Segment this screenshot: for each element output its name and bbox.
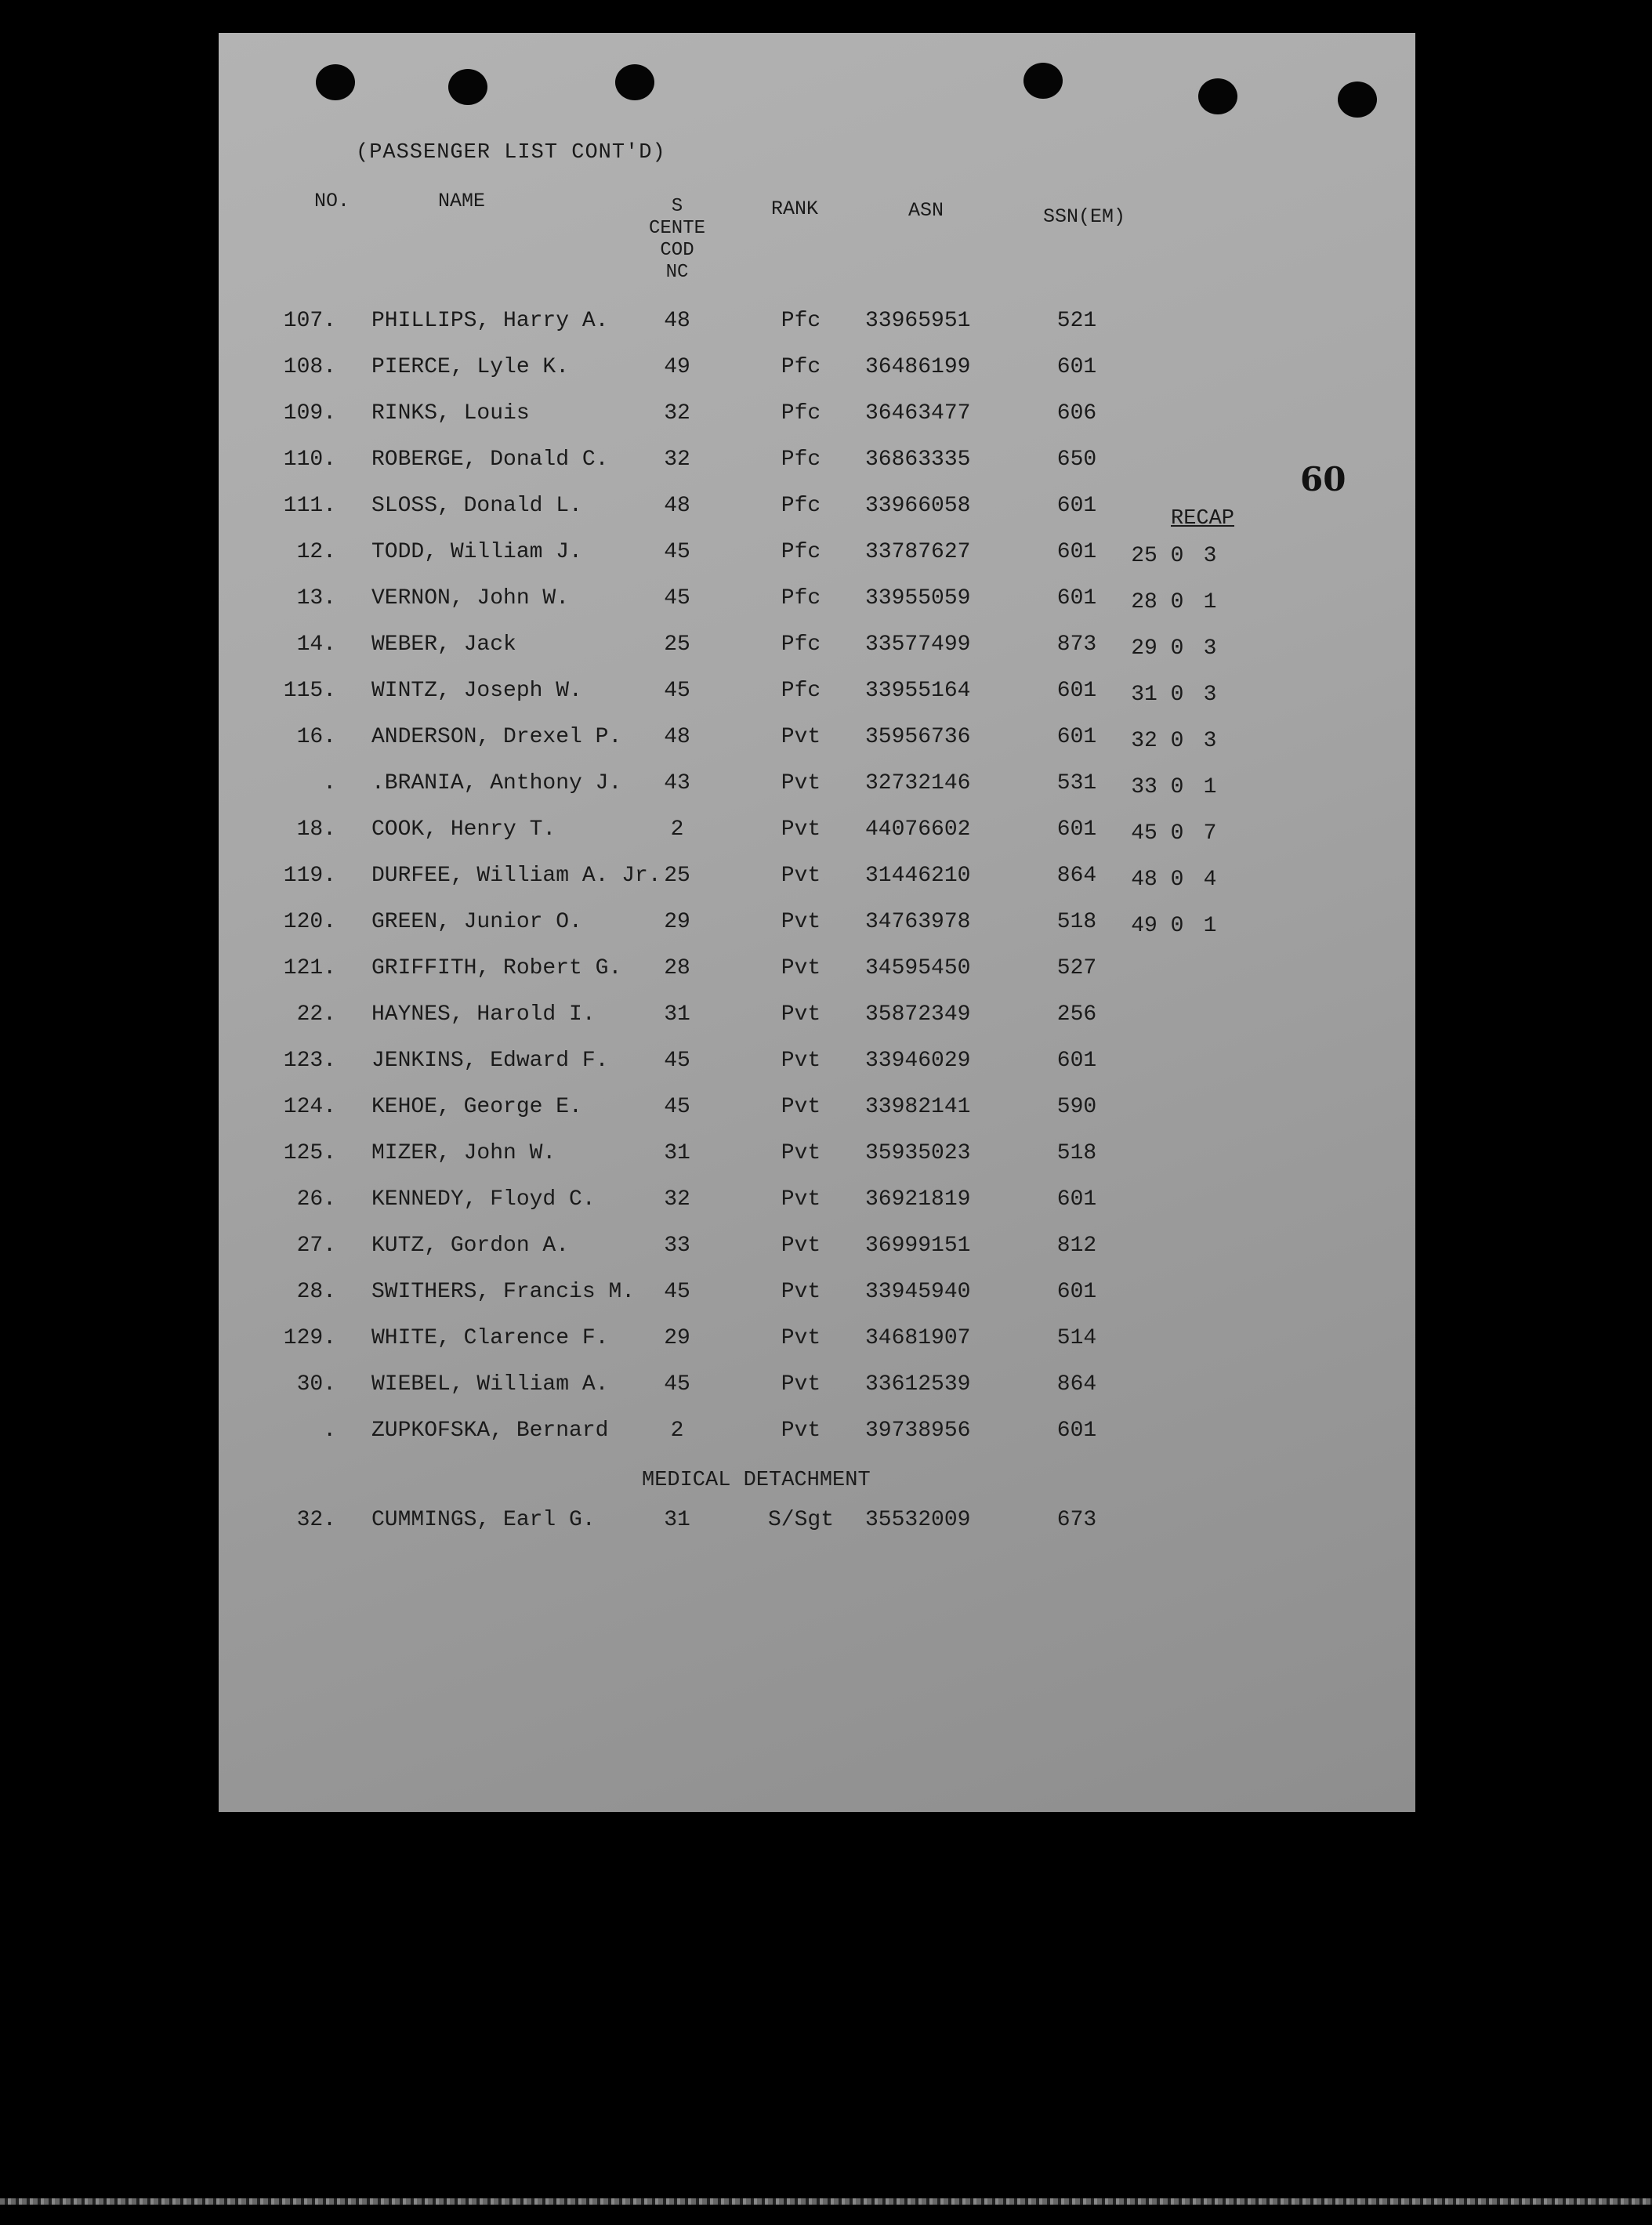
cell-asn: 31446210 (865, 864, 971, 888)
recap-row (1128, 914, 1226, 938)
cell-asn: 36921819 (865, 1187, 971, 1212)
cell-code: 2 (670, 817, 684, 842)
cell-asn: 35956736 (865, 725, 971, 749)
recap-cell: 0 (1170, 729, 1184, 753)
recap-cell: 0 (1170, 914, 1184, 938)
cell-ssn: 673 (1056, 1508, 1097, 1532)
cell-code: 48 (664, 494, 690, 518)
cell-name: ZUPKOFSKA, Bernard (371, 1419, 609, 1443)
cell-asn: 36863335 (865, 448, 971, 472)
recap-cell: 25 (1131, 544, 1157, 568)
cell-name: MIZER, John W. (371, 1141, 556, 1165)
table-row (219, 448, 1316, 479)
cell-rank: Pvt (781, 1095, 821, 1119)
cell-ssn: 601 (1056, 1419, 1097, 1443)
cell-code: 31 (664, 1002, 690, 1027)
cell-asn: 35872349 (865, 1002, 971, 1027)
recap-row (1128, 821, 1226, 846)
cell-no: 32. (296, 1508, 336, 1532)
cell-rank: Pfc (781, 401, 821, 426)
cell-no: 107. (283, 309, 336, 333)
cell-no: 16. (296, 725, 336, 749)
cell-asn: 36999151 (865, 1234, 971, 1258)
cell-no: 111. (283, 494, 336, 518)
cell-name: RINKS, Louis (371, 401, 530, 426)
recap-row (1128, 544, 1226, 568)
header-sc-code: S CENTE COD NC (648, 196, 705, 283)
cell-name: PHILLIPS, Harry A. (371, 309, 609, 333)
cell-rank: Pfc (781, 540, 821, 564)
table-row (219, 1002, 1316, 1034)
cell-ssn: 812 (1056, 1234, 1097, 1258)
cell-code: 32 (664, 448, 690, 472)
cell-no: 14. (296, 632, 336, 657)
section-label: MEDICAL DETACHMENT (642, 1469, 871, 1492)
punch-hole (1338, 82, 1377, 118)
cell-rank: Pvt (781, 1419, 821, 1443)
recap-title: RECAP (1171, 507, 1235, 531)
table-row (219, 1372, 1316, 1404)
cell-asn: 32732146 (865, 771, 971, 795)
cell-ssn: 601 (1056, 494, 1097, 518)
table-row (219, 1049, 1316, 1080)
table-row (219, 1508, 1316, 1539)
cell-rank: Pfc (781, 309, 821, 333)
cell-no: 28. (296, 1280, 336, 1304)
recap-cell: 0 (1170, 636, 1184, 661)
cell-ssn: 601 (1056, 817, 1097, 842)
list-title: (PASSENGER LIST CONT'D) (356, 141, 666, 165)
table-row (219, 401, 1316, 433)
cell-no: 12. (296, 540, 336, 564)
cell-ssn: 864 (1056, 864, 1097, 888)
cell-asn: 33966058 (865, 494, 971, 518)
cell-asn: 34763978 (865, 910, 971, 934)
cell-asn: 33945940 (865, 1280, 971, 1304)
recap-cell: 3 (1203, 683, 1217, 707)
cell-no: . (323, 1419, 336, 1443)
cell-rank: Pvt (781, 1280, 821, 1304)
cell-code: 48 (664, 725, 690, 749)
cell-code: 45 (664, 540, 690, 564)
cell-asn: 33955059 (865, 586, 971, 611)
cell-rank: Pvt (781, 1326, 821, 1350)
cell-rank: Pfc (781, 355, 821, 379)
header-no: NO. (314, 190, 350, 212)
cell-asn: 35935023 (865, 1141, 971, 1165)
header-asn: ASN (908, 199, 944, 222)
cell-ssn: 527 (1056, 956, 1097, 980)
cell-no: 123. (283, 1049, 336, 1073)
cell-name: VERNON, John W. (371, 586, 570, 611)
cell-code: 28 (664, 956, 690, 980)
cell-code: 45 (664, 1095, 690, 1119)
recap-cell: 4 (1203, 868, 1217, 892)
recap-row (1128, 636, 1226, 661)
recap-cell: 3 (1203, 636, 1217, 661)
cell-asn: 36463477 (865, 401, 971, 426)
recap-cell: 48 (1131, 868, 1157, 892)
cell-rank: Pvt (781, 910, 821, 934)
cell-name: .BRANIA, Anthony J. (371, 771, 622, 795)
cell-rank: Pvt (781, 771, 821, 795)
cell-name: KEHOE, George E. (371, 1095, 582, 1119)
cell-name: SWITHERS, Francis M. (371, 1280, 636, 1304)
cell-asn: 33612539 (865, 1372, 971, 1397)
cell-ssn: 518 (1056, 1141, 1097, 1165)
table-row (219, 1280, 1316, 1311)
table-row (219, 494, 1316, 525)
cell-asn: 34681907 (865, 1326, 971, 1350)
cell-rank: Pfc (781, 494, 821, 518)
recap-cell: 1 (1203, 775, 1217, 799)
cell-name: KENNEDY, Floyd C. (371, 1187, 596, 1212)
table-row (219, 355, 1316, 386)
cell-code: 31 (664, 1141, 690, 1165)
cell-rank: Pvt (781, 956, 821, 980)
header-name: NAME (438, 190, 486, 212)
cell-ssn: 601 (1056, 586, 1097, 611)
recap-cell: 49 (1131, 914, 1157, 938)
cell-ssn: 606 (1056, 401, 1097, 426)
recap-cell: 45 (1131, 821, 1157, 846)
cell-asn: 34595450 (865, 956, 971, 980)
cell-no: 26. (296, 1187, 336, 1212)
cell-name: WINTZ, Joseph W. (371, 679, 582, 703)
cell-rank: Pfc (781, 586, 821, 611)
recap-cell: 32 (1131, 729, 1157, 753)
table-row (219, 1234, 1316, 1265)
cell-code: 43 (664, 771, 690, 795)
cell-code: 25 (664, 864, 690, 888)
cell-ssn: 650 (1056, 448, 1097, 472)
cell-code: 32 (664, 401, 690, 426)
cell-no: 115. (283, 679, 336, 703)
cell-code: 33 (664, 1234, 690, 1258)
cell-asn: 33787627 (865, 540, 971, 564)
cell-asn: 35532009 (865, 1508, 971, 1532)
cell-ssn: 601 (1056, 1280, 1097, 1304)
cell-asn: 36486199 (865, 355, 971, 379)
cell-no: 18. (296, 817, 336, 842)
cell-code: 45 (664, 679, 690, 703)
cell-rank: Pvt (781, 864, 821, 888)
table-row (219, 1095, 1316, 1126)
document-page (219, 33, 1415, 1812)
cell-asn: 33965951 (865, 309, 971, 333)
punch-hole (316, 64, 355, 100)
recap-cell: 29 (1131, 636, 1157, 661)
recap-row (1128, 729, 1226, 753)
recap-row (1128, 775, 1226, 799)
cell-ssn: 873 (1056, 632, 1097, 657)
recap-cell: 0 (1170, 683, 1184, 707)
cell-no: 121. (283, 956, 336, 980)
cell-ssn: 601 (1056, 679, 1097, 703)
cell-name: CUMMINGS, Earl G. (371, 1508, 596, 1532)
cell-code: 29 (664, 1326, 690, 1350)
table-row (219, 956, 1316, 987)
cell-no: 108. (283, 355, 336, 379)
cell-code: 25 (664, 632, 690, 657)
cell-no: 27. (296, 1234, 336, 1258)
cell-code: 45 (664, 1049, 690, 1073)
header-ssn: SSN(EM) (1043, 205, 1126, 228)
recap-cell: 0 (1170, 868, 1184, 892)
cell-no: 129. (283, 1326, 336, 1350)
cell-ssn: 601 (1056, 725, 1097, 749)
cell-ssn: 601 (1056, 1049, 1097, 1073)
recap-cell: 1 (1203, 914, 1217, 938)
cell-rank: Pvt (781, 1187, 821, 1212)
cell-no: 120. (283, 910, 336, 934)
header-rank: RANK (771, 197, 819, 220)
recap-cell: 3 (1203, 544, 1217, 568)
cell-code: 45 (664, 586, 690, 611)
cell-name: SLOSS, Donald L. (371, 494, 582, 518)
cell-code: 45 (664, 1372, 690, 1397)
recap-row (1128, 590, 1226, 614)
cell-asn: 33577499 (865, 632, 971, 657)
cell-asn: 44076602 (865, 817, 971, 842)
cell-rank: Pvt (781, 1002, 821, 1027)
cell-ssn: 521 (1056, 309, 1097, 333)
cell-ssn: 601 (1056, 1187, 1097, 1212)
cell-rank: Pvt (781, 1141, 821, 1165)
table-row (219, 1419, 1316, 1450)
recap-row (1128, 868, 1226, 892)
cell-name: KUTZ, Gordon A. (371, 1234, 570, 1258)
cell-no: 22. (296, 1002, 336, 1027)
cell-no: 13. (296, 586, 336, 611)
cell-rank: Pvt (781, 1234, 821, 1258)
cell-rank: S/Sgt (767, 1508, 834, 1532)
cell-ssn: 601 (1056, 540, 1097, 564)
cell-code: 32 (664, 1187, 690, 1212)
cell-rank: Pfc (781, 448, 821, 472)
punch-hole (1198, 78, 1237, 114)
cell-name: ROBERGE, Donald C. (371, 448, 609, 472)
cell-no: 125. (283, 1141, 336, 1165)
cell-ssn: 864 (1056, 1372, 1097, 1397)
film-edge (0, 2198, 1652, 2205)
table-row (219, 1141, 1316, 1172)
recap-cell: 1 (1203, 590, 1217, 614)
cell-code: 45 (664, 1280, 690, 1304)
recap-cell: 33 (1131, 775, 1157, 799)
cell-ssn: 256 (1056, 1002, 1097, 1027)
table-row (219, 309, 1316, 340)
cell-ssn: 601 (1056, 355, 1097, 379)
cell-name: DURFEE, William A. Jr. (371, 864, 661, 888)
cell-no: 109. (283, 401, 336, 426)
cell-no: 124. (283, 1095, 336, 1119)
cell-rank: Pvt (781, 1372, 821, 1397)
cell-code: 48 (664, 309, 690, 333)
cell-name: WIEBEL, William A. (371, 1372, 609, 1397)
cell-rank: Pvt (781, 817, 821, 842)
cell-rank: Pfc (781, 679, 821, 703)
cell-name: JENKINS, Edward F. (371, 1049, 609, 1073)
cell-name: GRIFFITH, Robert G. (371, 956, 622, 980)
cell-asn: 33946029 (865, 1049, 971, 1073)
recap-cell: 0 (1170, 544, 1184, 568)
cell-ssn: 514 (1056, 1326, 1097, 1350)
cell-name: HAYNES, Harold I. (371, 1002, 596, 1027)
cell-name: TODD, William J. (371, 540, 582, 564)
cell-code: 2 (670, 1419, 684, 1443)
cell-name: WEBER, Jack (371, 632, 516, 657)
cell-name: WHITE, Clarence F. (371, 1326, 609, 1350)
cell-name: COOK, Henry T. (371, 817, 556, 842)
punch-hole (615, 64, 654, 100)
punch-hole (1023, 63, 1063, 99)
cell-no: 30. (296, 1372, 336, 1397)
cell-ssn: 531 (1056, 771, 1097, 795)
cell-code: 49 (664, 355, 690, 379)
recap-cell: 7 (1203, 821, 1217, 846)
recap-cell: 0 (1170, 590, 1184, 614)
recap-cell: 28 (1131, 590, 1157, 614)
cell-name: GREEN, Junior O. (371, 910, 582, 934)
cell-name: PIERCE, Lyle K. (371, 355, 570, 379)
cell-ssn: 590 (1056, 1095, 1097, 1119)
cell-no: 119. (283, 864, 336, 888)
page-number: 60 (1300, 460, 1346, 498)
recap-cell: 0 (1170, 775, 1184, 799)
cell-asn: 33955164 (865, 679, 971, 703)
recap-cell: 3 (1203, 729, 1217, 753)
cell-asn: 39738956 (865, 1419, 971, 1443)
cell-rank: Pvt (781, 1049, 821, 1073)
cell-no: . (323, 771, 336, 795)
table-row (219, 1187, 1316, 1219)
recap-cell: 0 (1170, 821, 1184, 846)
cell-name: ANDERSON, Drexel P. (371, 725, 622, 749)
cell-code: 29 (664, 910, 690, 934)
cell-rank: Pvt (781, 725, 821, 749)
table-row (219, 1326, 1316, 1357)
recap-row (1128, 683, 1226, 707)
cell-code: 31 (664, 1508, 690, 1532)
punch-hole (448, 69, 487, 105)
cell-asn: 33982141 (865, 1095, 971, 1119)
recap-cell: 31 (1131, 683, 1157, 707)
cell-rank: Pfc (781, 632, 821, 657)
cell-no: 110. (283, 448, 336, 472)
cell-ssn: 518 (1056, 910, 1097, 934)
